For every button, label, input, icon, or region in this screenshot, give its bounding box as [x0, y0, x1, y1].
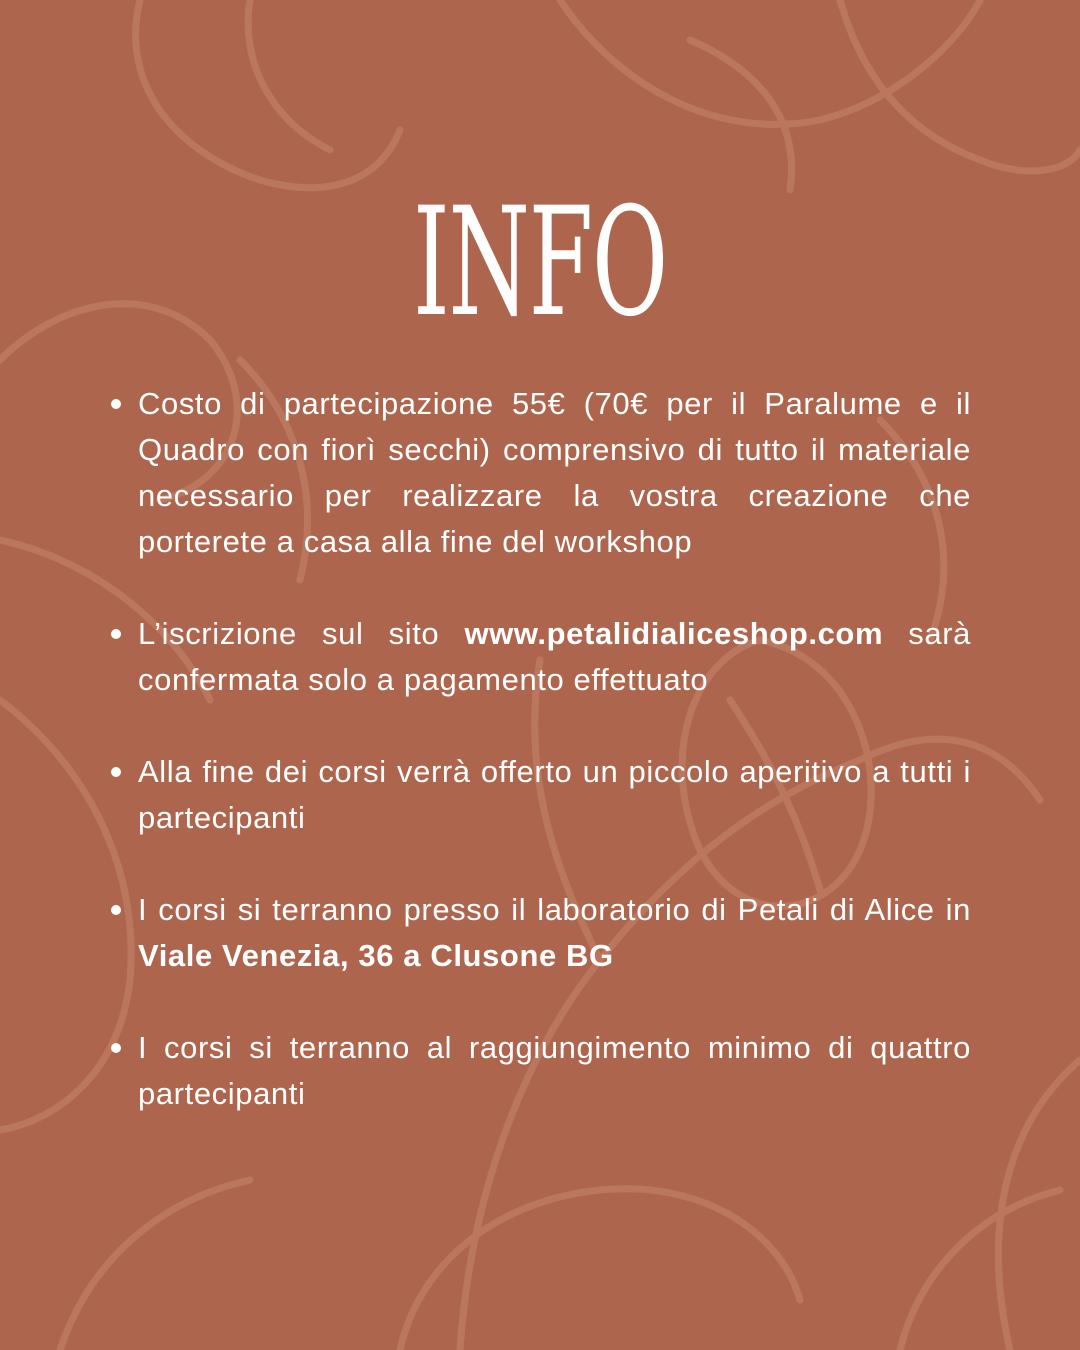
info-item-text: I corsi si terranno presso il laboratorio di Petali di Alice in — [138, 892, 971, 927]
info-item-minimum — [138, 1025, 971, 1117]
info-item-aperitivo — [138, 749, 971, 841]
info-item-text: I corsi si terranno al raggiungimento minimo di quattro partecipanti — [138, 1030, 971, 1111]
info-item-text: sarà confermata solo a pagamento effettuato — [138, 616, 971, 697]
website-url[interactable]: www.petalidialiceshop.com — [464, 616, 884, 651]
info-item-cost — [138, 381, 971, 565]
address: Viale Venezia, 36 a Clusone BG — [138, 938, 614, 973]
info-item-registration — [138, 611, 971, 703]
info-item-location — [138, 887, 971, 979]
bullet-icon — [111, 399, 121, 409]
bullet-icon — [111, 767, 121, 777]
info-item-text: Costo di partecipazione 55€ (70€ per il Paralume e il Quadro con fiorì secchi) comprensivo di tutto il materiale necessario per realizzare la vostra creazione che porterete a casa alla fine del workshop — [138, 386, 971, 559]
bullet-icon — [111, 629, 121, 639]
info-item-text: L’iscrizione sul sito — [138, 616, 465, 651]
info-item-text: Alla fine dei corsi verrà offerto un piccolo aperitivo a tutti i partecipanti — [138, 754, 971, 835]
bullet-icon — [111, 905, 121, 915]
info-list — [138, 381, 971, 1163]
bullet-icon — [111, 1043, 121, 1053]
page-title: INFO — [413, 176, 667, 350]
